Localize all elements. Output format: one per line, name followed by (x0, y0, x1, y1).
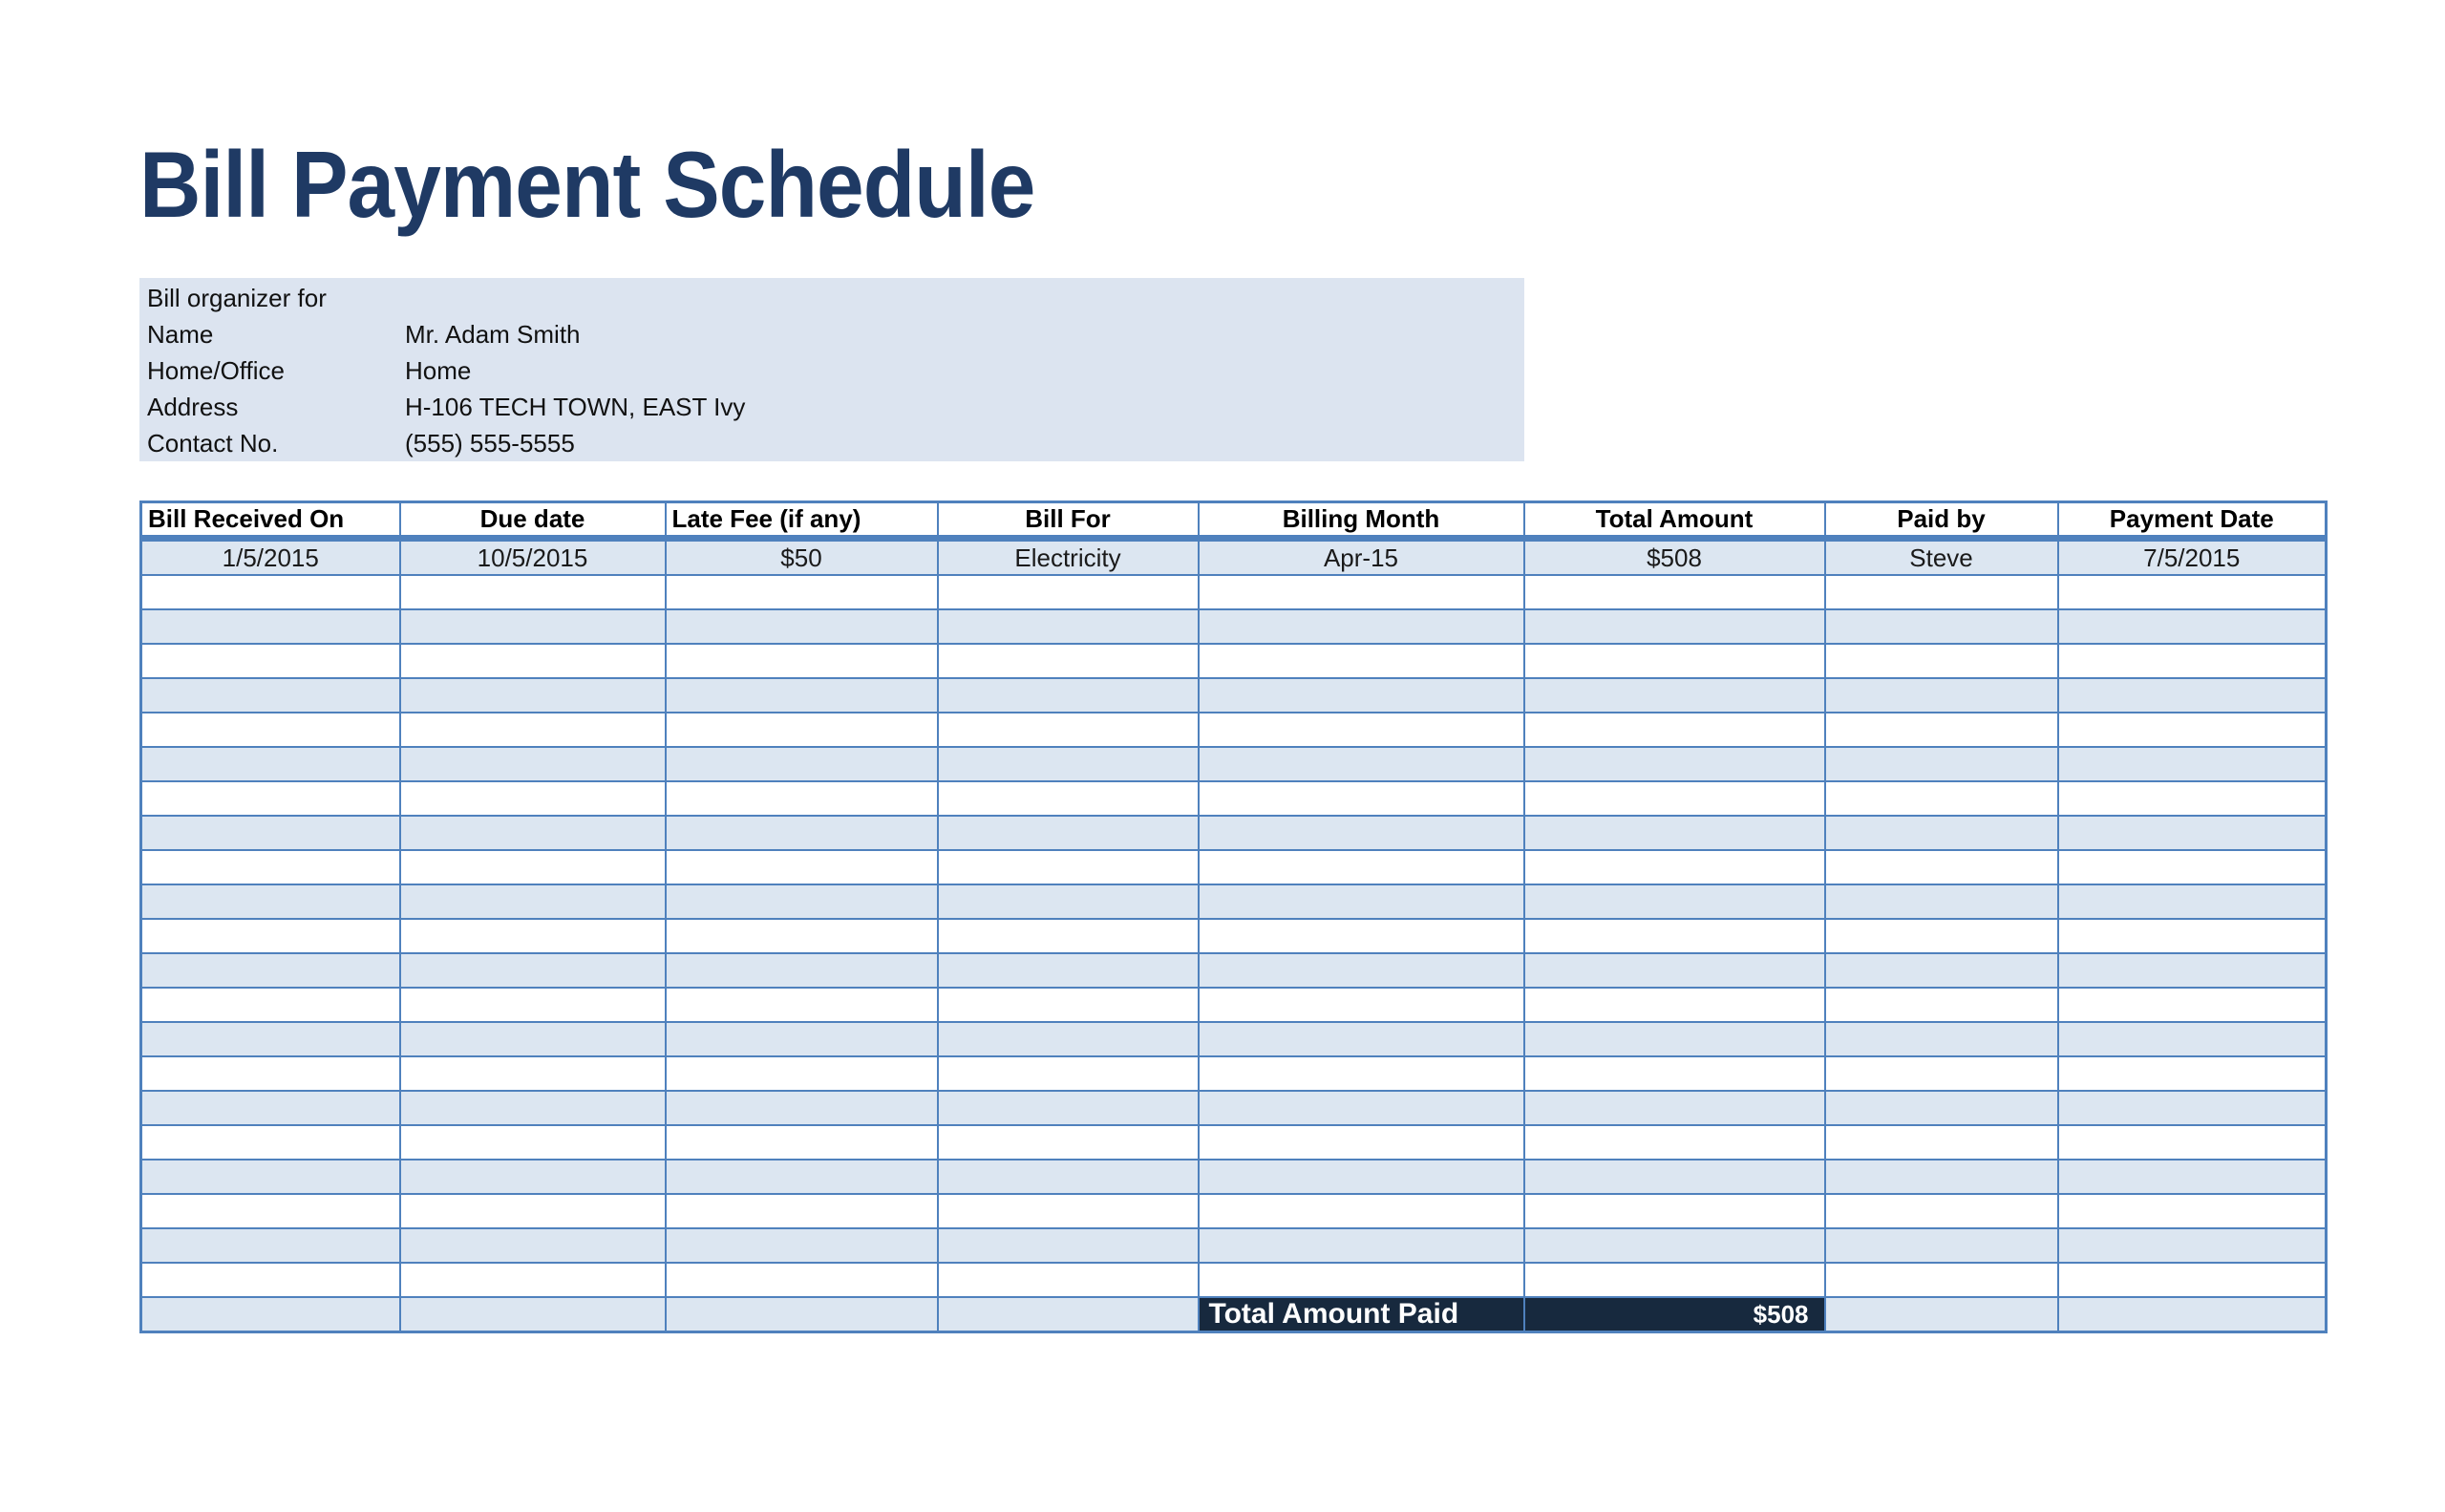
empty-cell (1825, 644, 2058, 678)
empty-cell (1524, 678, 1825, 713)
organizer-field-value: Home (405, 356, 472, 385)
empty-cell (400, 575, 666, 609)
empty-cell (1199, 1194, 1524, 1228)
empty-cell (400, 816, 666, 850)
empty-cell (938, 1194, 1199, 1228)
empty-cell (1524, 988, 1825, 1022)
empty-cell (666, 884, 938, 919)
empty-cell (666, 644, 938, 678)
empty-cell (938, 781, 1199, 816)
empty-cell (938, 713, 1199, 747)
empty-cell (141, 988, 400, 1022)
empty-cell (141, 850, 400, 884)
organizer-box (139, 278, 1524, 461)
empty-cell (141, 1297, 400, 1332)
empty-cell (1524, 644, 1825, 678)
empty-cell (1825, 747, 2058, 781)
empty-cell (2058, 1056, 2327, 1091)
empty-cell (141, 1160, 400, 1194)
empty-cell (400, 1160, 666, 1194)
empty-cell (2058, 816, 2327, 850)
empty-cell (1199, 1160, 1524, 1194)
empty-cell (400, 1297, 666, 1332)
empty-cell (938, 884, 1199, 919)
empty-cell (2058, 884, 2327, 919)
organizer-field-value: (555) 555-5555 (405, 429, 575, 458)
empty-cell (141, 1022, 400, 1056)
empty-cell (666, 1297, 938, 1332)
organizer-heading-value (405, 280, 1524, 316)
empty-cell (666, 747, 938, 781)
empty-cell (2058, 1160, 2327, 1194)
table-row-empty (141, 1056, 2327, 1091)
empty-cell (666, 1160, 938, 1194)
empty-cell (2058, 1297, 2327, 1332)
empty-cell (666, 1056, 938, 1091)
empty-cell (1524, 816, 1825, 850)
empty-cell (1524, 850, 1825, 884)
empty-cell (1524, 1194, 1825, 1228)
empty-cell (666, 1022, 938, 1056)
column-header-payment-date: Payment Date (2058, 502, 2327, 539)
empty-cell (141, 747, 400, 781)
empty-cell (1825, 678, 2058, 713)
empty-cell (1199, 781, 1524, 816)
empty-cell (400, 1091, 666, 1125)
empty-cell (938, 953, 1199, 988)
data-cell: Apr-15 (1199, 539, 1524, 576)
table-row-empty (141, 1160, 2327, 1194)
empty-cell (1825, 1297, 2058, 1332)
empty-cell (141, 1125, 400, 1160)
empty-cell (141, 575, 400, 609)
empty-cell (1199, 1125, 1524, 1160)
empty-cell (400, 1194, 666, 1228)
empty-cell (666, 1125, 938, 1160)
empty-cell (1199, 884, 1524, 919)
column-header-late-fee: Late Fee (if any) (666, 502, 938, 539)
empty-cell (2058, 1228, 2327, 1263)
empty-cell (141, 1228, 400, 1263)
empty-cell (400, 678, 666, 713)
empty-cell (2058, 953, 2327, 988)
empty-cell (666, 919, 938, 953)
empty-cell (2058, 678, 2327, 713)
empty-cell (400, 644, 666, 678)
empty-cell (1524, 1091, 1825, 1125)
empty-cell (1199, 1022, 1524, 1056)
empty-cell (400, 609, 666, 644)
empty-cell (1825, 1091, 2058, 1125)
empty-cell (1524, 1022, 1825, 1056)
empty-cell (141, 919, 400, 953)
table-row-empty (141, 1091, 2327, 1125)
empty-cell (1199, 1263, 1524, 1297)
empty-cell (938, 1160, 1199, 1194)
table-row-empty (141, 747, 2327, 781)
table-row-empty (141, 988, 2327, 1022)
empty-cell (666, 1091, 938, 1125)
empty-cell (666, 575, 938, 609)
table-row-empty (141, 1022, 2327, 1056)
empty-cell (666, 1228, 938, 1263)
empty-cell (938, 747, 1199, 781)
empty-cell (1825, 816, 2058, 850)
empty-cell (400, 713, 666, 747)
table-row-empty (141, 781, 2327, 816)
empty-cell (938, 575, 1199, 609)
empty-cell (666, 816, 938, 850)
empty-cell (1825, 1194, 2058, 1228)
empty-cell (1825, 919, 2058, 953)
empty-cell (1199, 919, 1524, 953)
data-cell: Steve (1825, 539, 2058, 576)
empty-cell (2058, 781, 2327, 816)
empty-cell (2058, 609, 2327, 644)
total-amount-paid-value: $508 (1524, 1297, 1825, 1332)
organizer-field-label: Home/Office (147, 356, 286, 385)
empty-cell (1524, 609, 1825, 644)
empty-cell (141, 678, 400, 713)
empty-cell (1524, 884, 1825, 919)
column-header-total-amount: Total Amount (1524, 502, 1825, 539)
empty-cell (666, 953, 938, 988)
empty-cell (2058, 919, 2327, 953)
empty-cell (938, 1228, 1199, 1263)
empty-cell (1825, 781, 2058, 816)
organizer-field-label: Address (147, 393, 239, 421)
empty-cell (2058, 713, 2327, 747)
empty-cell (1199, 1228, 1524, 1263)
empty-cell (1524, 919, 1825, 953)
empty-cell (141, 884, 400, 919)
empty-cell (938, 1056, 1199, 1091)
empty-cell (400, 1263, 666, 1297)
empty-cell (1524, 575, 1825, 609)
organizer-field-value: Mr. Adam Smith (405, 320, 581, 349)
empty-cell (1524, 747, 1825, 781)
table-row-empty (141, 1228, 2327, 1263)
empty-cell (141, 1091, 400, 1125)
empty-cell (141, 1194, 400, 1228)
data-cell: $50 (666, 539, 938, 576)
column-header-billing-month: Billing Month (1199, 502, 1524, 539)
empty-cell (400, 953, 666, 988)
data-cell: $508 (1524, 539, 1825, 576)
table-row-empty (141, 644, 2327, 678)
empty-cell (2058, 1091, 2327, 1125)
empty-cell (2058, 850, 2327, 884)
empty-cell (1825, 1263, 2058, 1297)
data-cell: 1/5/2015 (141, 539, 400, 576)
empty-cell (666, 713, 938, 747)
empty-cell (1199, 988, 1524, 1022)
organizer-field-row (139, 389, 1524, 425)
empty-cell (666, 678, 938, 713)
organizer-heading: Bill organizer for (147, 284, 327, 312)
organizer-field-row (139, 425, 1524, 461)
empty-cell (1199, 816, 1524, 850)
table-header-row (141, 502, 2327, 539)
empty-cell (938, 1091, 1199, 1125)
table-row-empty (141, 816, 2327, 850)
empty-cell (1825, 988, 2058, 1022)
empty-cell (141, 644, 400, 678)
bill-table-body (141, 539, 2327, 1332)
empty-cell (666, 609, 938, 644)
empty-cell (1825, 1160, 2058, 1194)
table-row-empty (141, 953, 2327, 988)
empty-cell (938, 1263, 1199, 1297)
empty-cell (141, 609, 400, 644)
empty-cell (141, 1056, 400, 1091)
empty-cell (938, 609, 1199, 644)
total-amount-paid-label: Total Amount Paid (1199, 1297, 1524, 1332)
empty-cell (666, 1263, 938, 1297)
organizer-field-value: H-106 TECH TOWN, EAST Ivy (405, 393, 746, 421)
organizer-field-row (139, 316, 1524, 352)
empty-cell (938, 1297, 1199, 1332)
table-row-empty (141, 609, 2327, 644)
empty-cell (1825, 1125, 2058, 1160)
empty-cell (1199, 850, 1524, 884)
empty-cell (1825, 575, 2058, 609)
empty-cell (2058, 1263, 2327, 1297)
empty-cell (1199, 1091, 1524, 1125)
empty-cell (938, 816, 1199, 850)
empty-cell (400, 988, 666, 1022)
empty-cell (666, 988, 938, 1022)
empty-cell (666, 781, 938, 816)
table-row-empty (141, 919, 2327, 953)
empty-cell (400, 1228, 666, 1263)
table-row-empty (141, 713, 2327, 747)
empty-cell (400, 1056, 666, 1091)
empty-cell (1524, 781, 1825, 816)
bill-table-container (139, 500, 2328, 1333)
empty-cell (1524, 953, 1825, 988)
empty-cell (938, 1022, 1199, 1056)
empty-cell (2058, 1194, 2327, 1228)
table-row-empty (141, 1194, 2327, 1228)
empty-cell (1825, 884, 2058, 919)
table-row-empty (141, 678, 2327, 713)
empty-cell (400, 919, 666, 953)
empty-cell (1825, 1022, 2058, 1056)
empty-cell (141, 953, 400, 988)
empty-cell (400, 850, 666, 884)
empty-cell (400, 1022, 666, 1056)
empty-cell (1825, 1228, 2058, 1263)
empty-cell (1524, 1160, 1825, 1194)
table-row-total (141, 1297, 2327, 1332)
empty-cell (1825, 953, 2058, 988)
empty-cell (141, 781, 400, 816)
empty-cell (938, 644, 1199, 678)
table-row-empty (141, 884, 2327, 919)
empty-cell (1825, 850, 2058, 884)
data-cell: 7/5/2015 (2058, 539, 2327, 576)
empty-cell (1524, 1125, 1825, 1160)
empty-cell (1524, 1228, 1825, 1263)
empty-cell (1524, 1263, 1825, 1297)
empty-cell (1199, 644, 1524, 678)
empty-cell (2058, 644, 2327, 678)
data-cell: Electricity (938, 539, 1199, 576)
empty-cell (2058, 988, 2327, 1022)
empty-cell (938, 1125, 1199, 1160)
empty-cell (1524, 713, 1825, 747)
empty-cell (141, 816, 400, 850)
empty-cell (400, 747, 666, 781)
empty-cell (1199, 678, 1524, 713)
empty-cell (938, 850, 1199, 884)
empty-cell (2058, 575, 2327, 609)
empty-cell (1199, 1056, 1524, 1091)
table-row-empty (141, 1263, 2327, 1297)
empty-cell (1199, 575, 1524, 609)
table-row-empty (141, 850, 2327, 884)
empty-cell (1825, 713, 2058, 747)
organizer-field-row (139, 352, 1524, 389)
table-row-empty (141, 575, 2327, 609)
empty-cell (141, 1263, 400, 1297)
empty-cell (400, 1125, 666, 1160)
empty-cell (938, 988, 1199, 1022)
table-row-entry (141, 539, 2327, 576)
organizer-field-label: Contact No. (147, 429, 279, 458)
empty-cell (666, 850, 938, 884)
column-header-bill-for: Bill For (938, 502, 1199, 539)
organizer-heading-row (139, 278, 1524, 316)
column-header-due-date: Due date (400, 502, 666, 539)
empty-cell (938, 678, 1199, 713)
column-header-bill-received-on: Bill Received On (141, 502, 400, 539)
organizer-field-label: Name (147, 320, 214, 349)
empty-cell (1199, 713, 1524, 747)
empty-cell (141, 713, 400, 747)
empty-cell (1825, 1056, 2058, 1091)
empty-cell (400, 884, 666, 919)
empty-cell (938, 919, 1199, 953)
column-header-paid-by: Paid by (1825, 502, 2058, 539)
empty-cell (400, 781, 666, 816)
empty-cell (1199, 953, 1524, 988)
empty-cell (1825, 609, 2058, 644)
empty-cell (1524, 1056, 1825, 1091)
empty-cell (666, 1194, 938, 1228)
empty-cell (2058, 1022, 2327, 1056)
table-row-empty (141, 1125, 2327, 1160)
page-title: Bill Payment Schedule (139, 132, 1035, 237)
data-cell: 10/5/2015 (400, 539, 666, 576)
bill-payment-table (139, 500, 2328, 1333)
empty-cell (1199, 609, 1524, 644)
empty-cell (1199, 747, 1524, 781)
empty-cell (2058, 1125, 2327, 1160)
empty-cell (2058, 747, 2327, 781)
